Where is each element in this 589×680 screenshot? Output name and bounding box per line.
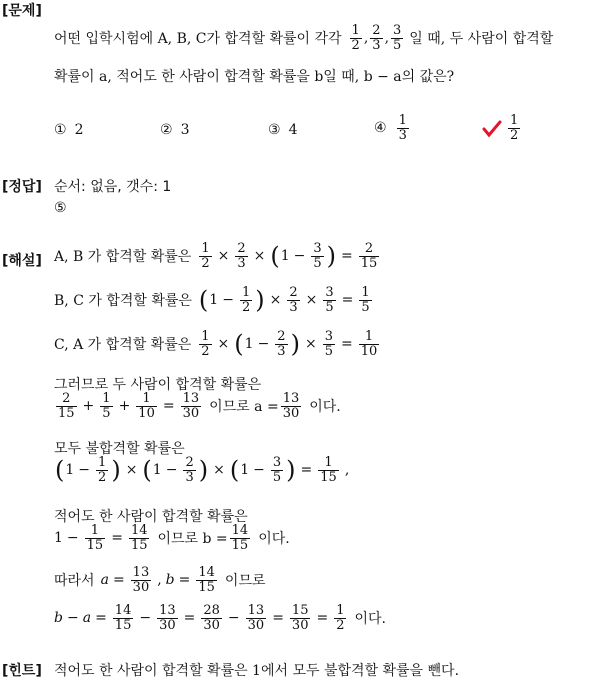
problem-text-post: 일 때, 두 사람이 합격할 (409, 31, 554, 48)
answer-value: ⑤ (54, 200, 67, 216)
hint-label: [힌트] (2, 663, 42, 679)
problem-line-1: 어떤 입학시험에 A, B, C가 합격할 확률이 각각 $\frac{1}{2}$ , $\frac{2}{3}$ , $\frac{3}{5}$ 일 때, 두 사람이 합격할 (54, 23, 554, 53)
expl-sum: $\frac{2}{15}$ + $\frac{1}{5}$ + $\frac{1}{10}$ = $\frac{13}{30}$ 이므로 a = $\frac{13}{30}$ 이다. (58, 391, 341, 421)
problem-line-2: 확률이 a, 적어도 한 사람이 합격할 확률을 b일 때, b − a의 값은? (54, 69, 455, 85)
expl-so-two: 그러므로 두 사람이 합격할 확률은 (54, 377, 262, 393)
choice-1[interactable]: ① 2 (54, 122, 84, 138)
choice-5[interactable]: $\frac{1}{2}$ (482, 114, 522, 142)
expl-at-least: 적어도 한 사람이 합격할 확률은 (54, 509, 248, 525)
checkmark-icon (482, 120, 498, 136)
expl-fail-product: ( 1 − $\frac{1}{2}$ ) × ( 1 − $\frac{2}{3}$ ) × ( 1 − $\frac{3}{5}$ ) = $\frac{1}{15}$ , (55, 455, 350, 485)
expl-ca: C, A 가 합격할 확률은 $\frac{1}{2}$ × ( 1 − $\frac{2}{3}$ ) × $\frac{3}{5}$ = $\frac{1}{10}$ (54, 329, 378, 359)
expl-ab: A, B 가 합격할 확률은 $\frac{1}{2}$ × $\frac{2}{3}$ × ( 1 − $\frac{3}{5}$ ) = $\frac{2}{15}$ (54, 241, 378, 271)
expl-bc: B, C 가 합격할 확률은 ( 1 − $\frac{1}{2}$ ) × $\frac{2}{3}$ × $\frac{3}{5}$ = $\frac{1}{5}$ (54, 285, 370, 315)
answer-label: [정답] (2, 179, 42, 195)
expl-all-fail: 모두 불합격할 확률은 (54, 441, 185, 457)
problem-text-pre: 어떤 입학시험에 A, B, C가 합격할 확률이 각각 (54, 31, 342, 48)
problem-label: [문제] (2, 3, 42, 19)
explanation-label: [해설] (2, 253, 42, 269)
answer-meta: 순서: 없음, 갯수: 1 (54, 179, 172, 195)
expl-final: b − a = $\frac{14}{15}$ − $\frac{13}{30}$ = $\frac{28}{30}$ − $\frac{13}{30}$ = $\frac{15}{30}$ = $\frac{1}{2}$ 이다. (54, 603, 386, 633)
fraction-a: $\frac{1}{2}$ (351, 23, 360, 53)
expl-b-calc: 1 − $\frac{1}{15}$ = $\frac{14}{15}$ 이므로 b = $\frac{14}{15}$ 이다. (54, 523, 290, 553)
choice-3[interactable]: ③ 4 (268, 122, 298, 138)
expl-thus: 따라서 a = $\frac{13}{30}$ , b = $\frac{14}{15}$ 이므로 (54, 565, 266, 595)
choice-4[interactable]: ④ $\frac{1}{3}$ (374, 113, 407, 143)
hint-text: 적어도 한 사람이 합격할 확률은 1에서 모두 불합격할 확률을 뺀다. (54, 663, 460, 679)
fraction-c: $\frac{3}{5}$ (393, 23, 402, 53)
fraction-b: $\frac{2}{3}$ (372, 23, 381, 53)
choice-2[interactable]: ② 3 (160, 122, 190, 138)
